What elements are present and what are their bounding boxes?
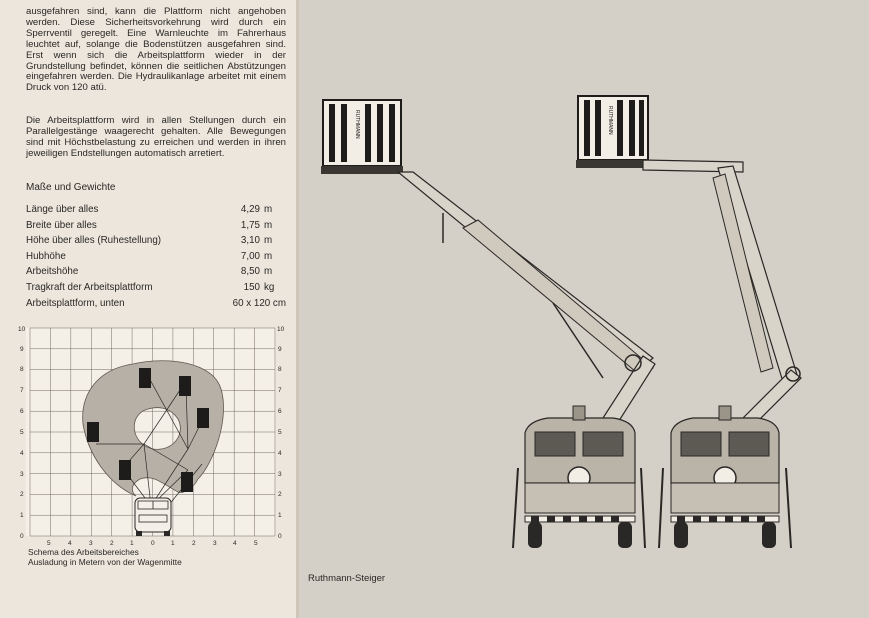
spec-label: Tragkraft der Arbeitsplattform (26, 281, 153, 293)
spec-label: Arbeitsplattform, unten (26, 297, 125, 309)
svg-text:3: 3 (89, 540, 93, 546)
svg-text:1: 1 (171, 540, 175, 546)
svg-text:2: 2 (192, 540, 196, 546)
svg-text:9: 9 (20, 346, 24, 353)
specs-heading: Maße und Gewichte (26, 182, 116, 193)
spec-value: 60 x 120 cm (232, 297, 286, 309)
spec-row (26, 235, 286, 251)
spec-label: Arbeitshöhe (26, 266, 79, 278)
warning-light (719, 406, 731, 420)
bumper-stripes (671, 516, 779, 522)
spec-unit: m (264, 235, 273, 247)
warning-light (573, 406, 585, 420)
svg-text:8: 8 (20, 366, 24, 373)
spec-label: Hubhöhe (26, 250, 66, 262)
spec-row (26, 251, 286, 267)
svg-text:5: 5 (278, 429, 282, 436)
photo-caption: Ruthmann-Steiger (308, 573, 386, 584)
x-axis (47, 540, 258, 546)
svg-text:2: 2 (110, 540, 114, 546)
svg-text:0: 0 (278, 533, 282, 540)
svg-text:0: 0 (151, 540, 155, 546)
specs-table (26, 204, 286, 313)
svg-text:2: 2 (20, 491, 24, 498)
spec-unit: kg (264, 281, 275, 293)
wheel (618, 522, 632, 548)
spec-unit: m (264, 219, 273, 231)
wheel (674, 522, 688, 548)
svg-text:6: 6 (278, 408, 282, 415)
spec-label: Breite über alles (26, 219, 97, 231)
svg-text:10: 10 (18, 326, 26, 333)
spec-row (26, 266, 286, 282)
spec-unit: m (264, 250, 273, 262)
wheel (762, 522, 776, 548)
spec-row (26, 282, 286, 298)
spec-unit: m (264, 204, 273, 215)
spec-value: 4,29 (240, 204, 260, 215)
spec-unit: m (264, 266, 273, 278)
vans-photo (303, 88, 803, 558)
spec-value: 3,10 (240, 235, 260, 247)
wheel (528, 522, 542, 548)
svg-text:4: 4 (233, 540, 237, 546)
svg-text:7: 7 (278, 387, 282, 394)
svg-text:3: 3 (20, 471, 24, 478)
spec-row (26, 204, 286, 220)
svg-text:9: 9 (278, 346, 282, 353)
diagram-caption-line-2: Ausladung in Metern von der Wagenmitte (28, 556, 182, 567)
diagram-caption-line-1: Schema des Arbeitsbereiches (28, 547, 139, 557)
svg-text:7: 7 (20, 387, 24, 394)
spec-value: 8,50 (240, 266, 260, 278)
basket-label: RUTHMANN (354, 110, 360, 139)
svg-text:3: 3 (278, 471, 282, 478)
van-front-icon (135, 498, 171, 536)
basket-label: RUTHMANN (607, 106, 613, 135)
platform-basket (321, 100, 403, 174)
body-paragraph-2: Die Arbeitsplattform wird in allen Stellungen durch ein Parallelgestänge waagerecht gehalten. Alle Bewegungen sind mit Höchstbelastung zu erreichen und werden in ihren jeweiligen Endstellungen automatisch arretiert. (26, 115, 286, 159)
svg-text:6: 6 (20, 408, 24, 415)
svg-text:4: 4 (20, 450, 24, 457)
spec-value: 150 (243, 281, 260, 293)
diagram-caption (28, 548, 182, 567)
spec-value: 1,75 (240, 219, 260, 231)
spec-value: 7,00 (240, 250, 260, 262)
svg-text:5: 5 (20, 429, 24, 436)
svg-text:3: 3 (213, 540, 217, 546)
svg-text:1: 1 (20, 512, 24, 519)
spec-row (26, 298, 286, 314)
platform-basket (576, 96, 650, 168)
y-axis-left (18, 326, 26, 540)
body-paragraph-1: ausgefahren sind, kann die Plattform nicht angehoben werden. Diese Sicherheitsvorkehrung wird durch ein Sperrventil geregelt. Eine Warnleuchte im Fahrerhaus leuchtet auf, solange die Bodenstützen ausgefahren sind. Erst wenn sich die Arbeitsplattform wieder in der Grundstellung befindet, können die seitlichen Abstützungen eingefahren werden. Die Hydraulikanlage arbeitet mit einem Druck von 120 atü. (26, 6, 286, 94)
svg-text:5: 5 (254, 540, 258, 546)
svg-text:4: 4 (68, 540, 72, 546)
spec-row (26, 220, 286, 236)
svg-text:1: 1 (130, 540, 134, 546)
bumper-stripes (525, 516, 635, 522)
working-area-diagram (18, 324, 290, 546)
spec-label: Höhe über alles (Ruhestellung) (26, 235, 162, 247)
spec-label: Länge über alles (26, 204, 99, 215)
svg-text:0: 0 (20, 533, 24, 540)
boom-tube (463, 220, 653, 376)
svg-text:8: 8 (278, 366, 282, 373)
svg-text:1: 1 (278, 512, 282, 519)
svg-text:5: 5 (47, 540, 51, 546)
svg-text:10: 10 (277, 326, 285, 333)
svg-text:4: 4 (278, 450, 282, 457)
svg-text:2: 2 (278, 491, 282, 498)
y-axis-right (277, 326, 285, 540)
